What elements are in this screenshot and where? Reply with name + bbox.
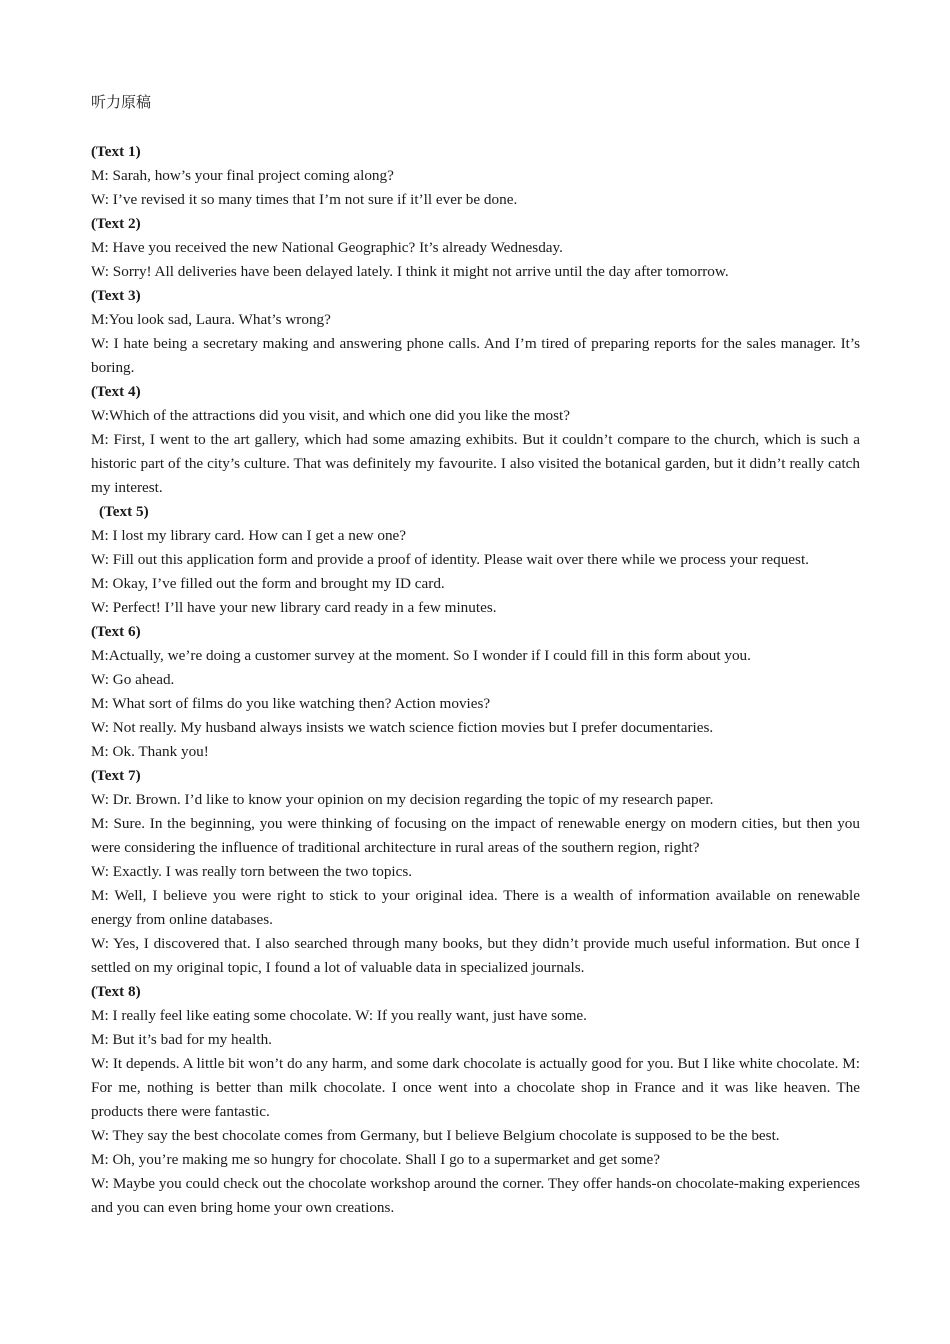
dialogue-line: M: First, I went to the art gallery, which had some amazing exhibits. But it couldn’t compare to the church, which is such a historic part of the city’s culture. That was definitely my favourite. I also visited the botanical garden, but it didn’t really catch my interest. — [91, 431, 860, 496]
section-heading: (Text 4) — [91, 383, 141, 400]
section-heading: (Text 6) — [91, 623, 141, 640]
section-heading: (Text 1) — [91, 143, 141, 160]
dialogue-line: M: Okay, I’ve filled out the form and brought my ID card. — [91, 575, 445, 592]
dialogue-line: W: Perfect! I’ll have your new library card ready in a few minutes. — [91, 599, 497, 616]
dialogue-line: M: Sure. In the beginning, you were thinking of focusing on the impact of renewable energy on modern cities, but then you were considering the influence of traditional architecture in rural areas of the southern region, right? — [91, 815, 860, 856]
transcript-page — [91, 90, 860, 1220]
dialogue-line: W: Not really. My husband always insists we watch science fiction movies but I prefer documentaries. — [91, 719, 714, 736]
section-heading: (Text 2) — [91, 215, 141, 232]
dialogue-line: M: I really feel like eating some chocolate. W: If you really want, just have some. — [91, 1007, 587, 1024]
dialogue-line: W: I’ve revised it so many times that I’m not sure if it’ll ever be done. — [91, 191, 518, 208]
dialogue-line: M: Oh, you’re making me so hungry for chocolate. Shall I go to a supermarket and get some? — [91, 1151, 660, 1168]
section-text-6 — [91, 620, 860, 764]
dialogue-line: M: Have you received the new National Geographic? It’s already Wednesday. — [91, 239, 563, 256]
dialogue-line: M: Well, I believe you were right to stick to your original idea. There is a wealth of information available on renewable energy from online databases. — [91, 887, 860, 928]
dialogue-line: W: It depends. A little bit won’t do any harm, and some dark chocolate is actually good for you. But I like white chocolate. M: For me, nothing is better than milk chocolate. I once went into a chocolate shop in France and it was like heaven. The products there were fantastic. — [91, 1055, 860, 1120]
dialogue-line: M: Sarah, how’s your final project coming along? — [91, 167, 394, 184]
dialogue-line: M: What sort of films do you like watching then? Action movies? — [91, 695, 491, 712]
dialogue-line: W: Exactly. I was really torn between the two topics. — [91, 863, 413, 880]
dialogue-line: W: They say the best chocolate comes from Germany, but I believe Belgium chocolate is supposed to be the best. — [91, 1127, 780, 1144]
dialogue-line: W: Sorry! All deliveries have been delayed lately. I think it might not arrive until the day after tomorrow. — [91, 263, 729, 280]
section-text-5 — [91, 500, 860, 620]
dialogue-line: W: Yes, I discovered that. I also searched through many books, but they didn’t provide much useful information. But once I settled on my original topic, I found a lot of valuable data in specialized journals. — [91, 935, 860, 976]
dialogue-line: W:Which of the attractions did you visit, and which one did you like the most? — [91, 407, 571, 424]
section-heading: (Text 8) — [91, 983, 141, 1000]
dialogue-line: W: Maybe you could check out the chocolate workshop around the corner. They offer hands-on chocolate-making experiences and you can even bring home your own creations. — [91, 1175, 860, 1216]
section-text-7 — [91, 764, 860, 980]
section-text-3 — [91, 284, 860, 380]
section-text-8 — [91, 980, 860, 1220]
dialogue-line: M:You look sad, Laura. What’s wrong? — [91, 311, 331, 328]
dialogue-line: W: I hate being a secretary making and answering phone calls. And I’m tired of preparing reports for the sales manager. It’s boring. — [91, 335, 860, 376]
section-text-4 — [91, 380, 860, 500]
dialogue-line: W: Go ahead. — [91, 671, 175, 688]
document-title: 听力原稿 — [91, 93, 152, 111]
section-heading: (Text 3) — [91, 287, 141, 304]
section-heading: (Text 5) — [99, 503, 149, 520]
dialogue-line: M: I lost my library card. How can I get a new one? — [91, 527, 407, 544]
dialogue-line: M:Actually, we’re doing a customer survey at the moment. So I wonder if I could fill in this form about you. — [91, 647, 751, 664]
dialogue-line: W: Dr. Brown. I’d like to know your opinion on my decision regarding the topic of my research paper. — [91, 791, 714, 808]
section-text-2 — [91, 212, 860, 284]
dialogue-line: M: But it’s bad for my health. — [91, 1031, 272, 1048]
section-text-1 — [91, 140, 860, 212]
dialogue-line: M: Ok. Thank you! — [91, 743, 209, 760]
section-heading: (Text 7) — [91, 767, 141, 784]
dialogue-line: W: Fill out this application form and provide a proof of identity. Please wait over there while we process your request. — [91, 551, 809, 568]
